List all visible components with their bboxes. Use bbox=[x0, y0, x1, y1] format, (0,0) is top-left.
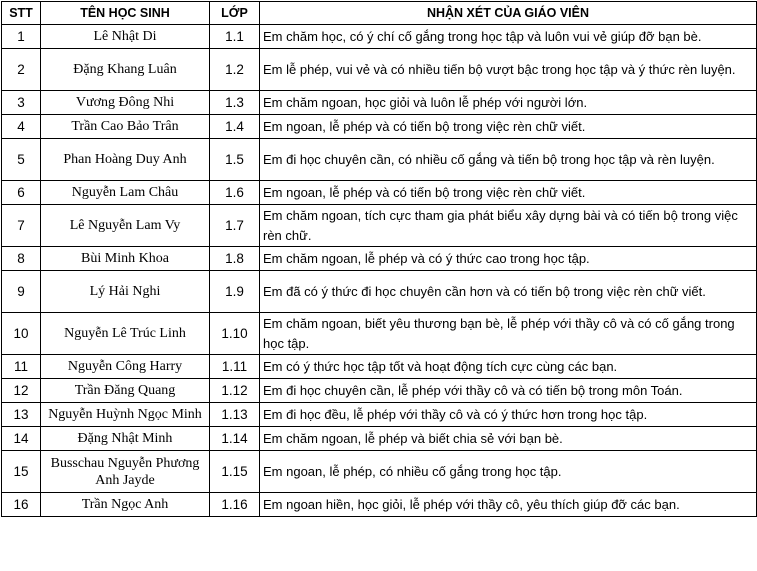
table-row bbox=[2, 427, 757, 451]
row-stt: 5 bbox=[2, 139, 41, 181]
row-class: 1.8 bbox=[210, 247, 260, 271]
row-teacher-comment: Em chăm ngoan, học giỏi và luôn lễ phép với người lớn. bbox=[260, 91, 757, 115]
row-teacher-comment: Em đi học chuyên cần, có nhiều cố gắng và tiến bộ trong học tập và rèn luyện. bbox=[260, 139, 757, 181]
row-stt: 11 bbox=[2, 355, 41, 379]
row-class: 1.7 bbox=[210, 205, 260, 247]
row-class: 1.10 bbox=[210, 313, 260, 355]
row-stt: 1 bbox=[2, 25, 41, 49]
row-stt: 16 bbox=[2, 493, 41, 517]
row-class: 1.11 bbox=[210, 355, 260, 379]
row-student-name: Trần Ngọc Anh bbox=[41, 493, 210, 517]
row-student-name: Busschau Nguyễn Phương Anh Jayde bbox=[41, 451, 210, 493]
row-class: 1.6 bbox=[210, 181, 260, 205]
table-row bbox=[2, 49, 757, 91]
row-student-name: Nguyễn Công Harry bbox=[41, 355, 210, 379]
row-teacher-comment: Em chăm ngoan, lễ phép và có ý thức cao trong học tập. bbox=[260, 247, 757, 271]
row-class: 1.14 bbox=[210, 427, 260, 451]
row-student-name: Nguyễn Huỳnh Ngọc Minh bbox=[41, 403, 210, 427]
row-stt: 3 bbox=[2, 91, 41, 115]
row-teacher-comment: Em ngoan, lễ phép, có nhiều cố gắng trong học tập. bbox=[260, 451, 757, 493]
row-student-name: Lê Nhật Di bbox=[41, 25, 210, 49]
row-stt: 2 bbox=[2, 49, 41, 91]
row-student-name: Đặng Nhật Minh bbox=[41, 427, 210, 451]
header-class: LỚP bbox=[210, 2, 260, 25]
row-class: 1.3 bbox=[210, 91, 260, 115]
table-row bbox=[2, 379, 757, 403]
row-teacher-comment: Em đã có ý thức đi học chuyên cần hơn và có tiến bộ trong việc rèn chữ viết. bbox=[260, 271, 757, 313]
table-row bbox=[2, 181, 757, 205]
row-class: 1.1 bbox=[210, 25, 260, 49]
table-row bbox=[2, 355, 757, 379]
student-comments-table bbox=[1, 1, 757, 517]
row-student-name: Vương Đông Nhi bbox=[41, 91, 210, 115]
row-teacher-comment: Em ngoan, lễ phép và có tiến bộ trong việc rèn chữ viết. bbox=[260, 181, 757, 205]
row-stt: 13 bbox=[2, 403, 41, 427]
row-student-name: Trần Đăng Quang bbox=[41, 379, 210, 403]
row-teacher-comment: Em chăm ngoan, lễ phép và biết chia sẻ với bạn bè. bbox=[260, 427, 757, 451]
row-teacher-comment: Em chăm học, có ý chí cố gắng trong học tập và luôn vui vẻ giúp đỡ bạn bè. bbox=[260, 25, 757, 49]
row-teacher-comment: Em đi học đều, lễ phép với thầy cô và có ý thức hơn trong học tập. bbox=[260, 403, 757, 427]
row-teacher-comment: Em ngoan hiền, học giỏi, lễ phép với thầy cô, yêu thích giúp đỡ các bạn. bbox=[260, 493, 757, 517]
row-student-name: Bùi Minh Khoa bbox=[41, 247, 210, 271]
row-student-name: Phan Hoàng Duy Anh bbox=[41, 139, 210, 181]
row-teacher-comment: Em chăm ngoan, tích cực tham gia phát biểu xây dựng bài và có tiến bộ trong việc rèn chữ. bbox=[260, 205, 757, 247]
row-stt: 7 bbox=[2, 205, 41, 247]
table-row bbox=[2, 115, 757, 139]
table-row bbox=[2, 403, 757, 427]
row-class: 1.12 bbox=[210, 379, 260, 403]
row-teacher-comment: Em ngoan, lễ phép và có tiến bộ trong việc rèn chữ viết. bbox=[260, 115, 757, 139]
header-row bbox=[2, 2, 757, 25]
row-student-name: Nguyễn Lam Châu bbox=[41, 181, 210, 205]
table-row bbox=[2, 493, 757, 517]
row-class: 1.4 bbox=[210, 115, 260, 139]
table-row bbox=[2, 313, 757, 355]
row-stt: 4 bbox=[2, 115, 41, 139]
table-body bbox=[2, 25, 757, 517]
row-stt: 10 bbox=[2, 313, 41, 355]
row-teacher-comment: Em có ý thức học tập tốt và hoạt động tích cực cùng các bạn. bbox=[260, 355, 757, 379]
row-class: 1.9 bbox=[210, 271, 260, 313]
row-stt: 14 bbox=[2, 427, 41, 451]
row-student-name: Lý Hải Nghi bbox=[41, 271, 210, 313]
row-class: 1.13 bbox=[210, 403, 260, 427]
header-student-name: TÊN HỌC SINH bbox=[41, 2, 210, 25]
row-stt: 6 bbox=[2, 181, 41, 205]
row-class: 1.15 bbox=[210, 451, 260, 493]
table-row bbox=[2, 91, 757, 115]
row-teacher-comment: Em chăm ngoan, biết yêu thương bạn bè, lễ phép với thầy cô và có cố gắng trong học tập. bbox=[260, 313, 757, 355]
row-teacher-comment: Em đi học chuyên cần, lễ phép với thầy cô và có tiến bộ trong môn Toán. bbox=[260, 379, 757, 403]
row-student-name: Nguyễn Lê Trúc Linh bbox=[41, 313, 210, 355]
row-class: 1.16 bbox=[210, 493, 260, 517]
table-row bbox=[2, 451, 757, 493]
row-stt: 9 bbox=[2, 271, 41, 313]
row-stt: 12 bbox=[2, 379, 41, 403]
row-class: 1.2 bbox=[210, 49, 260, 91]
row-student-name: Đặng Khang Luân bbox=[41, 49, 210, 91]
row-student-name: Lê Nguyễn Lam Vy bbox=[41, 205, 210, 247]
table-row bbox=[2, 205, 757, 247]
row-class: 1.5 bbox=[210, 139, 260, 181]
row-stt: 8 bbox=[2, 247, 41, 271]
table-row bbox=[2, 247, 757, 271]
row-student-name: Trần Cao Bảo Trân bbox=[41, 115, 210, 139]
row-stt: 15 bbox=[2, 451, 41, 493]
table-row bbox=[2, 271, 757, 313]
header-stt: STT bbox=[2, 2, 41, 25]
table-row bbox=[2, 25, 757, 49]
header-teacher-comment: NHẬN XÉT CỦA GIÁO VIÊN bbox=[260, 2, 757, 25]
table-row bbox=[2, 139, 757, 181]
row-teacher-comment: Em lễ phép, vui vẻ và có nhiều tiến bộ vượt bậc trong học tập và ý thức rèn luyện. bbox=[260, 49, 757, 91]
